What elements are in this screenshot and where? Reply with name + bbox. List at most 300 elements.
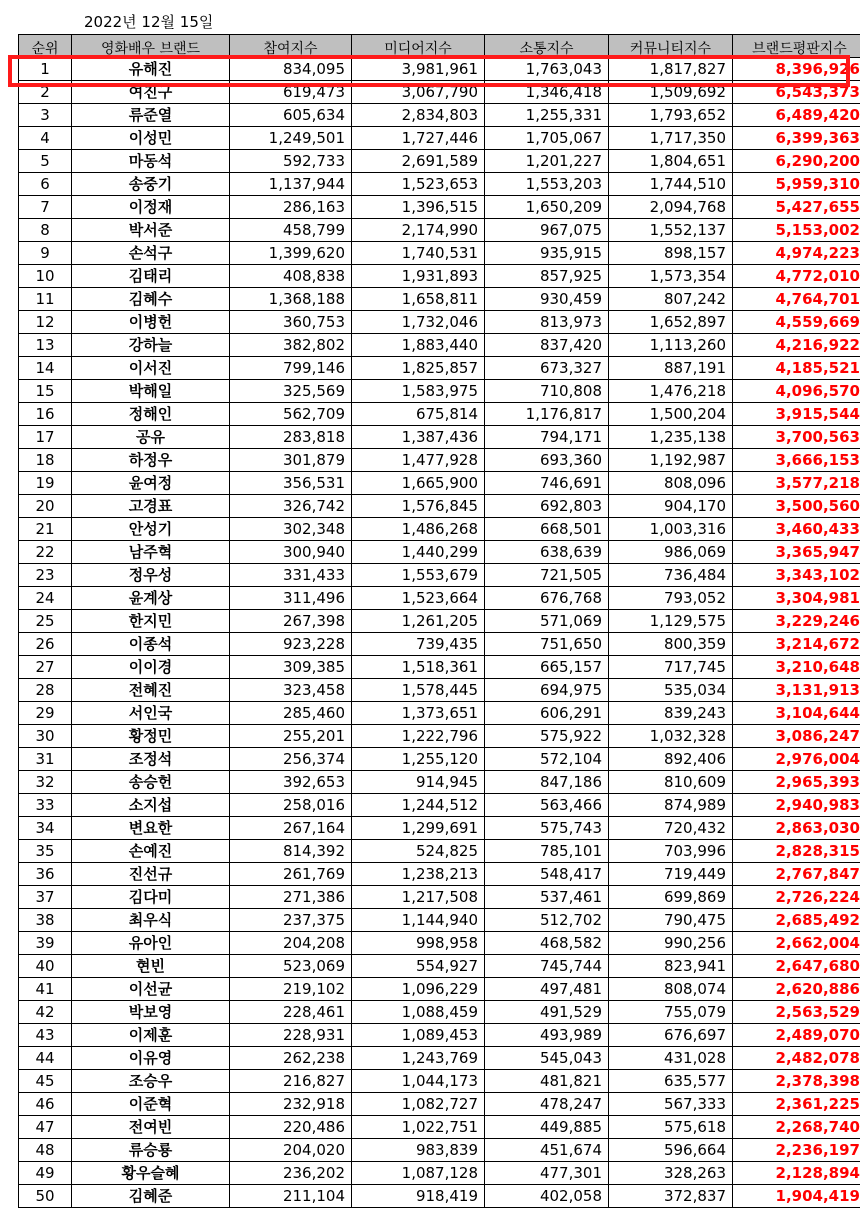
reputation-score-cell: 2,378,398 [733, 1070, 860, 1093]
reputation-score-cell: 2,236,197 [733, 1139, 860, 1162]
participation-cell: 360,753 [230, 311, 352, 334]
media-cell: 1,243,769 [352, 1047, 485, 1070]
table-row [19, 288, 860, 311]
communication-cell: 481,821 [485, 1070, 609, 1093]
header-community-index: 커뮤니티지수 [609, 35, 733, 58]
communication-cell: 668,501 [485, 518, 609, 541]
reputation-score-cell: 2,976,004 [733, 748, 860, 771]
community-cell: 1,235,138 [609, 426, 733, 449]
participation-cell: 1,137,944 [230, 173, 352, 196]
communication-cell: 491,529 [485, 1001, 609, 1024]
rank-cell: 44 [19, 1047, 72, 1070]
rank-cell: 47 [19, 1116, 72, 1139]
community-cell: 2,094,768 [609, 196, 733, 219]
reputation-score-cell: 3,365,947 [733, 541, 860, 564]
rank-cell: 13 [19, 334, 72, 357]
actor-name-cell: 송중기 [72, 173, 230, 196]
actor-name-cell: 이정재 [72, 196, 230, 219]
actor-name-cell: 소지섭 [72, 794, 230, 817]
reputation-score-cell: 2,662,004 [733, 932, 860, 955]
media-cell: 554,927 [352, 955, 485, 978]
actor-name-cell: 변요한 [72, 817, 230, 840]
actor-name-cell: 이유영 [72, 1047, 230, 1070]
actor-name-cell: 김태리 [72, 265, 230, 288]
participation-cell: 1,399,620 [230, 242, 352, 265]
community-cell: 635,577 [609, 1070, 733, 1093]
community-cell: 1,129,575 [609, 610, 733, 633]
brand-reputation-table [18, 34, 860, 1208]
media-cell: 2,691,589 [352, 150, 485, 173]
rank-cell: 39 [19, 932, 72, 955]
media-cell: 3,067,790 [352, 81, 485, 104]
reputation-score-cell: 4,772,010 [733, 265, 860, 288]
community-cell: 596,664 [609, 1139, 733, 1162]
participation-cell: 267,398 [230, 610, 352, 633]
communication-cell: 493,989 [485, 1024, 609, 1047]
community-cell: 810,609 [609, 771, 733, 794]
participation-cell: 562,709 [230, 403, 352, 426]
media-cell: 1,583,975 [352, 380, 485, 403]
media-cell: 1,553,679 [352, 564, 485, 587]
participation-cell: 311,496 [230, 587, 352, 610]
table-row [19, 1001, 860, 1024]
media-cell: 1,883,440 [352, 334, 485, 357]
participation-cell: 228,931 [230, 1024, 352, 1047]
community-cell: 790,475 [609, 909, 733, 932]
media-cell: 1,087,128 [352, 1162, 485, 1185]
media-cell: 1,144,940 [352, 909, 485, 932]
reputation-score-cell: 3,577,218 [733, 472, 860, 495]
actor-name-cell: 조정석 [72, 748, 230, 771]
table-row [19, 978, 860, 1001]
actor-name-cell: 류준열 [72, 104, 230, 127]
media-cell: 1,658,811 [352, 288, 485, 311]
community-cell: 808,096 [609, 472, 733, 495]
reputation-score-cell: 2,767,847 [733, 863, 860, 886]
rank-cell: 5 [19, 150, 72, 173]
reputation-score-cell: 2,361,225 [733, 1093, 860, 1116]
participation-cell: 258,016 [230, 794, 352, 817]
communication-cell: 837,420 [485, 334, 609, 357]
participation-cell: 283,818 [230, 426, 352, 449]
rank-cell: 24 [19, 587, 72, 610]
table-row [19, 81, 860, 104]
communication-cell: 548,417 [485, 863, 609, 886]
reputation-score-cell: 3,131,913 [733, 679, 860, 702]
community-cell: 431,028 [609, 1047, 733, 1070]
media-cell: 1,244,512 [352, 794, 485, 817]
actor-name-cell: 박해일 [72, 380, 230, 403]
rank-cell: 6 [19, 173, 72, 196]
community-cell: 904,170 [609, 495, 733, 518]
media-cell: 1,082,727 [352, 1093, 485, 1116]
reputation-score-cell: 3,304,981 [733, 587, 860, 610]
header-actor-brand: 영화배우 브랜드 [72, 35, 230, 58]
media-cell: 1,096,229 [352, 978, 485, 1001]
community-cell: 535,034 [609, 679, 733, 702]
table-row [19, 587, 860, 610]
reputation-score-cell: 8,396,926 [733, 58, 860, 81]
actor-name-cell: 윤여정 [72, 472, 230, 495]
community-cell: 703,996 [609, 840, 733, 863]
participation-cell: 255,201 [230, 725, 352, 748]
table-row [19, 1116, 860, 1139]
participation-cell: 523,069 [230, 955, 352, 978]
community-cell: 1,793,652 [609, 104, 733, 127]
participation-cell: 1,249,501 [230, 127, 352, 150]
rank-cell: 27 [19, 656, 72, 679]
community-cell: 990,256 [609, 932, 733, 955]
rank-cell: 19 [19, 472, 72, 495]
table-row [19, 242, 860, 265]
community-cell: 892,406 [609, 748, 733, 771]
media-cell: 2,834,803 [352, 104, 485, 127]
communication-cell: 1,176,817 [485, 403, 609, 426]
media-cell: 3,981,961 [352, 58, 485, 81]
reputation-score-cell: 1,904,419 [733, 1185, 860, 1208]
participation-cell: 325,569 [230, 380, 352, 403]
header-brand-reputation-index: 브랜드평판지수 [733, 35, 860, 58]
community-cell: 717,745 [609, 656, 733, 679]
communication-cell: 1,346,418 [485, 81, 609, 104]
media-cell: 1,387,436 [352, 426, 485, 449]
rank-cell: 31 [19, 748, 72, 771]
communication-cell: 1,763,043 [485, 58, 609, 81]
communication-cell: 967,075 [485, 219, 609, 242]
reputation-score-cell: 2,563,529 [733, 1001, 860, 1024]
media-cell: 1,576,845 [352, 495, 485, 518]
media-cell: 1,044,173 [352, 1070, 485, 1093]
media-cell: 1,396,515 [352, 196, 485, 219]
community-cell: 328,263 [609, 1162, 733, 1185]
rank-cell: 41 [19, 978, 72, 1001]
community-cell: 699,869 [609, 886, 733, 909]
reputation-score-cell: 2,863,030 [733, 817, 860, 840]
media-cell: 1,523,653 [352, 173, 485, 196]
header-communication-index: 소통지수 [485, 35, 609, 58]
communication-cell: 745,744 [485, 955, 609, 978]
table-row [19, 909, 860, 932]
rank-cell: 34 [19, 817, 72, 840]
actor-name-cell: 김혜준 [72, 1185, 230, 1208]
reputation-score-cell: 3,210,648 [733, 656, 860, 679]
communication-cell: 710,808 [485, 380, 609, 403]
rank-cell: 29 [19, 702, 72, 725]
communication-cell: 468,582 [485, 932, 609, 955]
table-row [19, 702, 860, 725]
actor-name-cell: 윤계상 [72, 587, 230, 610]
media-cell: 983,839 [352, 1139, 485, 1162]
communication-cell: 571,069 [485, 610, 609, 633]
actor-name-cell: 이병헌 [72, 311, 230, 334]
participation-cell: 204,020 [230, 1139, 352, 1162]
rank-cell: 37 [19, 886, 72, 909]
communication-cell: 692,803 [485, 495, 609, 518]
table-row [19, 541, 860, 564]
rank-cell: 3 [19, 104, 72, 127]
community-cell: 1,500,204 [609, 403, 733, 426]
actor-name-cell: 이성민 [72, 127, 230, 150]
community-cell: 887,191 [609, 357, 733, 380]
actor-name-cell: 조승우 [72, 1070, 230, 1093]
participation-cell: 261,769 [230, 863, 352, 886]
media-cell: 1,931,893 [352, 265, 485, 288]
participation-cell: 300,940 [230, 541, 352, 564]
reputation-score-cell: 2,828,315 [733, 840, 860, 863]
reputation-score-cell: 2,128,894 [733, 1162, 860, 1185]
actor-name-cell: 고경표 [72, 495, 230, 518]
table-row [19, 725, 860, 748]
table-row [19, 495, 860, 518]
rank-cell: 35 [19, 840, 72, 863]
media-cell: 1,740,531 [352, 242, 485, 265]
reputation-score-cell: 3,700,563 [733, 426, 860, 449]
communication-cell: 813,973 [485, 311, 609, 334]
communication-cell: 1,553,203 [485, 173, 609, 196]
rank-cell: 12 [19, 311, 72, 334]
table-row [19, 518, 860, 541]
media-cell: 1,825,857 [352, 357, 485, 380]
communication-cell: 847,186 [485, 771, 609, 794]
participation-cell: 256,374 [230, 748, 352, 771]
table-row [19, 173, 860, 196]
rank-cell: 18 [19, 449, 72, 472]
community-cell: 755,079 [609, 1001, 733, 1024]
participation-cell: 1,368,188 [230, 288, 352, 311]
community-cell: 839,243 [609, 702, 733, 725]
communication-cell: 638,639 [485, 541, 609, 564]
actor-name-cell: 이서진 [72, 357, 230, 380]
communication-cell: 449,885 [485, 1116, 609, 1139]
community-cell: 567,333 [609, 1093, 733, 1116]
media-cell: 524,825 [352, 840, 485, 863]
actor-name-cell: 황우슬혜 [72, 1162, 230, 1185]
communication-cell: 746,691 [485, 472, 609, 495]
communication-cell: 497,481 [485, 978, 609, 1001]
communication-cell: 606,291 [485, 702, 609, 725]
table-row [19, 840, 860, 863]
actor-name-cell: 안성기 [72, 518, 230, 541]
rank-cell: 4 [19, 127, 72, 150]
rank-cell: 32 [19, 771, 72, 794]
community-cell: 1,032,328 [609, 725, 733, 748]
participation-cell: 356,531 [230, 472, 352, 495]
table-header-row [19, 35, 860, 58]
participation-cell: 267,164 [230, 817, 352, 840]
rank-cell: 7 [19, 196, 72, 219]
table-row [19, 886, 860, 909]
rank-cell: 2 [19, 81, 72, 104]
media-cell: 1,088,459 [352, 1001, 485, 1024]
communication-cell: 575,743 [485, 817, 609, 840]
media-cell: 739,435 [352, 633, 485, 656]
actor-name-cell: 강하늘 [72, 334, 230, 357]
reputation-score-cell: 2,647,680 [733, 955, 860, 978]
actor-name-cell: 한지민 [72, 610, 230, 633]
media-cell: 1,089,453 [352, 1024, 485, 1047]
media-cell: 1,299,691 [352, 817, 485, 840]
community-cell: 1,817,827 [609, 58, 733, 81]
rank-cell: 49 [19, 1162, 72, 1185]
actor-name-cell: 박보영 [72, 1001, 230, 1024]
table-row [19, 748, 860, 771]
reputation-score-cell: 3,229,246 [733, 610, 860, 633]
rank-cell: 9 [19, 242, 72, 265]
communication-cell: 575,922 [485, 725, 609, 748]
community-cell: 676,697 [609, 1024, 733, 1047]
rank-cell: 1 [19, 58, 72, 81]
table-row [19, 196, 860, 219]
reputation-score-cell: 4,096,570 [733, 380, 860, 403]
media-cell: 1,578,445 [352, 679, 485, 702]
table-row [19, 1185, 860, 1208]
reputation-score-cell: 6,543,373 [733, 81, 860, 104]
reputation-score-cell: 5,153,002 [733, 219, 860, 242]
reputation-score-cell: 3,460,433 [733, 518, 860, 541]
actor-name-cell: 박서준 [72, 219, 230, 242]
communication-cell: 1,650,209 [485, 196, 609, 219]
participation-cell: 262,238 [230, 1047, 352, 1070]
community-cell: 575,618 [609, 1116, 733, 1139]
communication-cell: 785,101 [485, 840, 609, 863]
media-cell: 1,727,446 [352, 127, 485, 150]
header-participation-index: 참여지수 [230, 35, 352, 58]
reputation-score-cell: 6,489,420 [733, 104, 860, 127]
participation-cell: 301,879 [230, 449, 352, 472]
rank-cell: 14 [19, 357, 72, 380]
rank-cell: 38 [19, 909, 72, 932]
reputation-score-cell: 2,489,070 [733, 1024, 860, 1047]
participation-cell: 592,733 [230, 150, 352, 173]
communication-cell: 572,104 [485, 748, 609, 771]
communication-cell: 930,459 [485, 288, 609, 311]
reputation-score-cell: 5,959,310 [733, 173, 860, 196]
reputation-score-cell: 4,185,521 [733, 357, 860, 380]
actor-name-cell: 김다미 [72, 886, 230, 909]
community-cell: 1,476,218 [609, 380, 733, 403]
actor-name-cell: 공유 [72, 426, 230, 449]
actor-name-cell: 여진구 [72, 81, 230, 104]
reputation-score-cell: 2,685,492 [733, 909, 860, 932]
rank-cell: 8 [19, 219, 72, 242]
rank-cell: 26 [19, 633, 72, 656]
media-cell: 1,255,120 [352, 748, 485, 771]
community-cell: 986,069 [609, 541, 733, 564]
participation-cell: 814,392 [230, 840, 352, 863]
communication-cell: 673,327 [485, 357, 609, 380]
table-row [19, 403, 860, 426]
table-row [19, 863, 860, 886]
rank-cell: 48 [19, 1139, 72, 1162]
actor-name-cell: 정우성 [72, 564, 230, 587]
community-cell: 736,484 [609, 564, 733, 587]
media-cell: 1,486,268 [352, 518, 485, 541]
table-row [19, 564, 860, 587]
actor-name-cell: 이준혁 [72, 1093, 230, 1116]
table-row [19, 794, 860, 817]
communication-cell: 477,301 [485, 1162, 609, 1185]
rank-cell: 23 [19, 564, 72, 587]
participation-cell: 302,348 [230, 518, 352, 541]
community-cell: 1,652,897 [609, 311, 733, 334]
table-row [19, 817, 860, 840]
communication-cell: 1,201,227 [485, 150, 609, 173]
media-cell: 918,419 [352, 1185, 485, 1208]
table-row [19, 357, 860, 380]
rank-cell: 30 [19, 725, 72, 748]
table-row [19, 1024, 860, 1047]
actor-name-cell: 김혜수 [72, 288, 230, 311]
community-cell: 793,052 [609, 587, 733, 610]
reputation-score-cell: 3,500,560 [733, 495, 860, 518]
communication-cell: 751,650 [485, 633, 609, 656]
table-row [19, 150, 860, 173]
communication-cell: 563,466 [485, 794, 609, 817]
community-cell: 1,573,354 [609, 265, 733, 288]
participation-cell: 834,095 [230, 58, 352, 81]
rank-cell: 45 [19, 1070, 72, 1093]
participation-cell: 382,802 [230, 334, 352, 357]
header-rank: 순위 [19, 35, 72, 58]
table-row [19, 219, 860, 242]
participation-cell: 408,838 [230, 265, 352, 288]
table-row [19, 334, 860, 357]
community-cell: 898,157 [609, 242, 733, 265]
participation-cell: 799,146 [230, 357, 352, 380]
actor-name-cell: 류승룡 [72, 1139, 230, 1162]
participation-cell: 309,385 [230, 656, 352, 679]
reputation-score-cell: 6,399,363 [733, 127, 860, 150]
date-label: 2022년 12월 15일 [84, 13, 214, 31]
media-cell: 1,238,213 [352, 863, 485, 886]
rank-cell: 22 [19, 541, 72, 564]
rank-cell: 28 [19, 679, 72, 702]
actor-name-cell: 이제훈 [72, 1024, 230, 1047]
community-cell: 719,449 [609, 863, 733, 886]
rank-cell: 33 [19, 794, 72, 817]
reputation-score-cell: 2,726,224 [733, 886, 860, 909]
participation-cell: 237,375 [230, 909, 352, 932]
rank-cell: 42 [19, 1001, 72, 1024]
reputation-score-cell: 2,965,393 [733, 771, 860, 794]
rank-cell: 46 [19, 1093, 72, 1116]
communication-cell: 545,043 [485, 1047, 609, 1070]
rank-cell: 21 [19, 518, 72, 541]
actor-name-cell: 유해진 [72, 58, 230, 81]
media-cell: 1,217,508 [352, 886, 485, 909]
media-cell: 1,373,651 [352, 702, 485, 725]
reputation-score-cell: 2,940,983 [733, 794, 860, 817]
communication-cell: 1,705,067 [485, 127, 609, 150]
communication-cell: 721,505 [485, 564, 609, 587]
reputation-score-cell: 5,427,655 [733, 196, 860, 219]
rank-cell: 50 [19, 1185, 72, 1208]
communication-cell: 676,768 [485, 587, 609, 610]
community-cell: 1,113,260 [609, 334, 733, 357]
community-cell: 1,804,651 [609, 150, 733, 173]
participation-cell: 458,799 [230, 219, 352, 242]
participation-cell: 923,228 [230, 633, 352, 656]
community-cell: 720,432 [609, 817, 733, 840]
media-cell: 1,732,046 [352, 311, 485, 334]
media-cell: 1,022,751 [352, 1116, 485, 1139]
community-cell: 372,837 [609, 1185, 733, 1208]
table-row [19, 656, 860, 679]
participation-cell: 219,102 [230, 978, 352, 1001]
reputation-score-cell: 2,620,886 [733, 978, 860, 1001]
reputation-score-cell: 2,482,078 [733, 1047, 860, 1070]
header-media-index: 미디어지수 [352, 35, 485, 58]
